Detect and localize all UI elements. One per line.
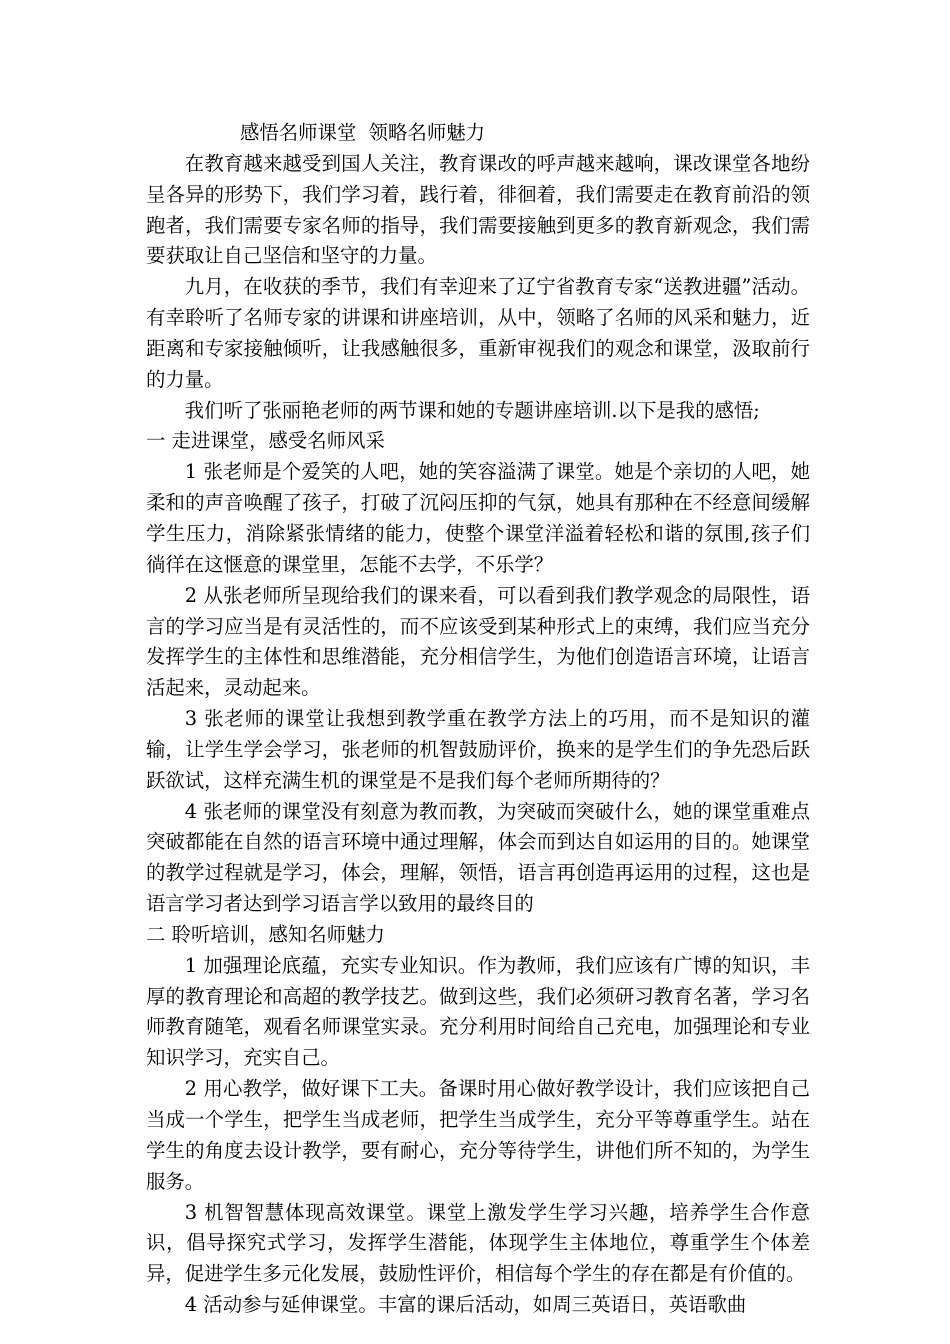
section-1-paragraph-1: 1 张老师是个爱笑的人吧，她的笑容溢满了课堂。她是个亲切的人吧，她柔和的声音唤醒了孩子，打破了沉闷压抑的气氛，她具有那种在不经意间缓解学生压力，消除紧张情绪的能力，使整个课堂洋溢着轻松和谐的氛围,孩子们徜徉在这惬意的课堂里，怎能不去学，不乐学？ [146,460,810,576]
section-1-paragraph-4: 4 张老师的课堂没有刻意为教而教，为突破而突破什么，她的课堂重难点突破都能在自然的语言环境中通过理解，体会而到达自如运用的目的。她课堂的教学过程就是学习，体会，理解，领悟，语言再创造再运用的过程，这也是语言学习者达到学习语言学以致用的最终目的 [146,799,810,916]
section-2-heading: 二 聆听培训，感知名师魅力 [146,922,385,946]
section-2-paragraph-4: 4 活动参与延伸课堂。丰富的课后活动，如周三英语日，英语歌曲 [184,1293,747,1317]
intro-paragraph-3: 我们听了张丽艳老师的两节课和她的专题讲座培训.以下是我的感悟; [184,398,760,422]
intro-paragraph-1: 在教育越来越受到国人关注，教育课改的呼声越来越响，课改课堂各地纷呈各异的形势下，我们学习着，践行着，徘徊着，我们需要走在教育前沿的领跑者，我们需要专家名师的指导，我们需要接触到更多的教育新观念，我们需要获取让自己坚信和坚守的力量。 [146,151,810,268]
section-1-heading: 一 走进课堂，感受名师风采 [146,429,385,453]
document-title: 感悟名师课堂 领略名师魅力 [240,121,486,144]
intro-paragraph-2: 九月，在收获的季节，我们有幸迎来了辽宁省教育专家“送教进疆”活动。有幸聆听了名师专家的讲课和讲座培训，从中，领略了名师的风采和魅力，近距离和专家接触倾听，让我感触很多，重新审视我们的观念和课堂，汲取前行的力量。 [146,275,810,391]
section-1-paragraph-2: 2 从张老师所呈现给我们的课来看，可以看到我们教学观念的局限性，语言的学习应当是有灵活性的，而不应该受到某种形式上的束缚，我们应当充分发挥学生的主体性和思维潜能，充分相信学生，为他们创造语言环境，让语言活起来，灵动起来。 [146,583,810,700]
document-page [146,118,810,1321]
section-2-paragraph-1: 1 加强理论底蕴，充实专业知识。作为教师，我们应该有广博的知识，丰厚的教育理论和高超的教学技艺。做到这些，我们必须研习教育名著，学习名师教育随笔，观看名师课堂实录。充分利用时间给自己充电，加强理论和专业知识学习，充实自己。 [146,953,810,1070]
section-2-paragraph-2: 2 用心教学，做好课下工夫。备课时用心做好教学设计，我们应该把自己当成一个学生，把学生当成老师，把学生当成学生，充分平等尊重学生。站在学生的角度去设计教学，要有耐心，充分等待学生，讲他们所不知的，为学生服务。 [146,1077,810,1193]
section-1-paragraph-3: 3 张老师的课堂让我想到教学重在教学方法上的巧用，而不是知识的灌输，让学生学会学习，张老师的机智鼓励评价，换来的是学生们的争先恐后跃跃欲试，这样充满生机的课堂是不是我们每个老师所期待的？ [146,707,810,792]
section-2-paragraph-3: 3 机智智慧体现高效课堂。课堂上激发学生学习兴趣，培养学生合作意识，倡导探究式学习，发挥学生潜能，体现学生主体地位，尊重学生个体差异，促进学生多元化发展，鼓励性评价，相信每个学生的存在都是有价值的。 [146,1200,810,1286]
